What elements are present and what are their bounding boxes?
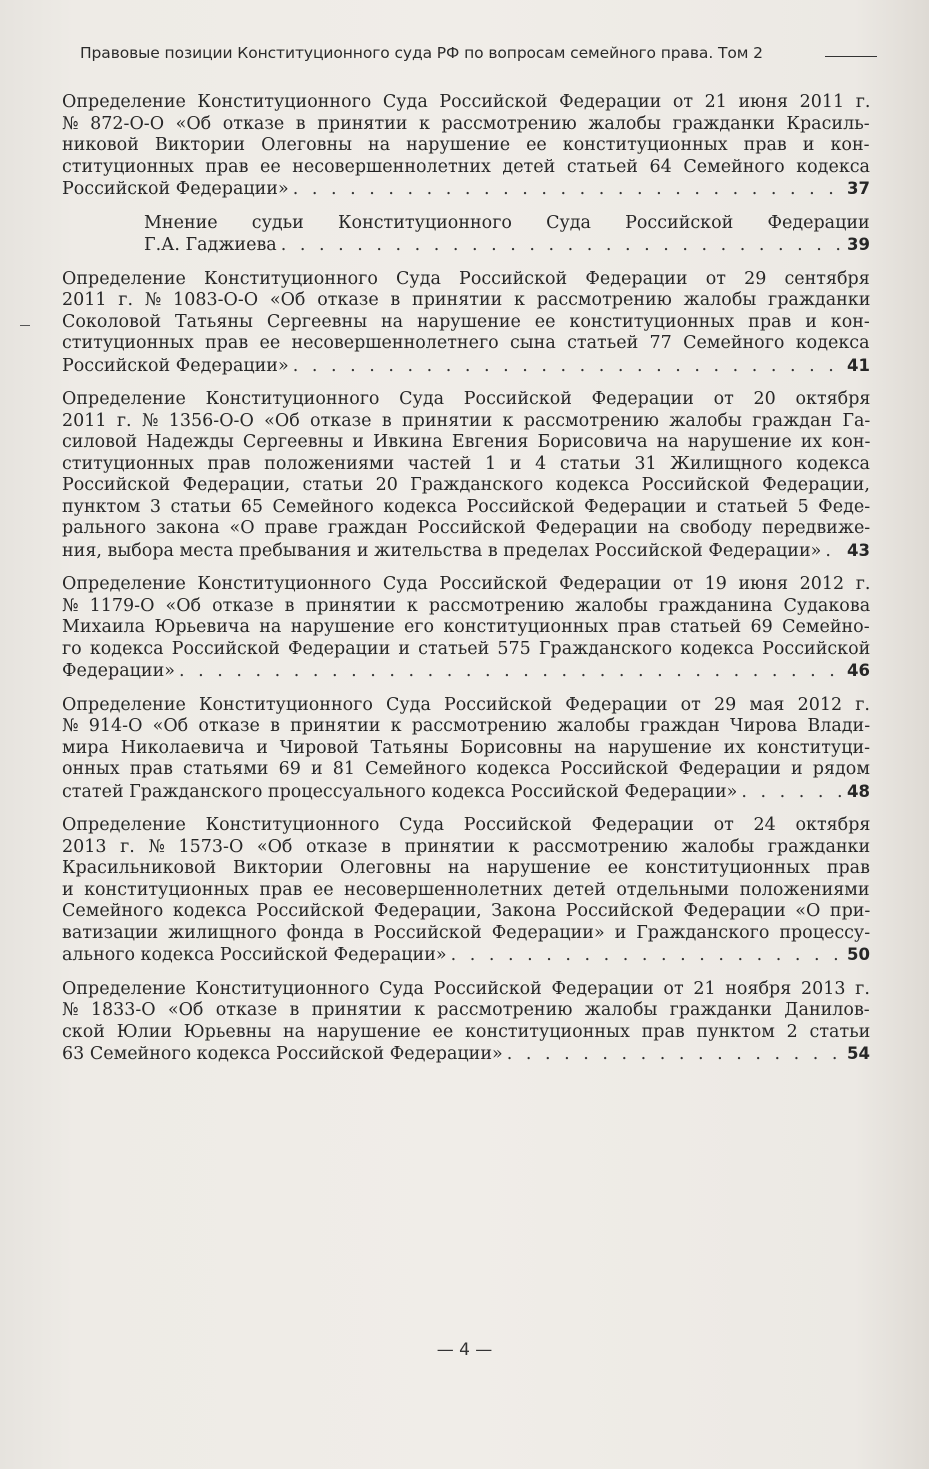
entry-last-text: Г.А. Гаджиева [144, 235, 277, 255]
entry-page-number[interactable]: 46 [847, 661, 870, 680]
toc-entry[interactable] [62, 574, 870, 683]
entry-text-line: Определение Конституционного Суда Российской Федерации от 21 июня 2011 г. [62, 92, 871, 112]
entry-text-line: пунктом 3 статьи 65 Семейного кодекса Российской Федерации и статьей 5 Феде- [62, 496, 871, 517]
entry-text-line: Определение Конституционного Суда Российской Федерации от 19 июня 2012 г. [62, 574, 871, 594]
toc-entry[interactable] [62, 815, 870, 967]
entry-text-line: № 914-О «Об отказе в принятии к рассмотрению жалобы граждан Чирова Влади- [62, 716, 871, 736]
dot-leader [741, 782, 843, 804]
header-rule [825, 56, 877, 57]
entry-last-text: ального кодекса Российской Федерации» [62, 945, 447, 965]
dot-leader [825, 541, 843, 563]
entry-text-line: Семейного кодекса Российской Федерации, Закона Российской Федерации «О при- [62, 901, 871, 921]
entry-text-line: и конституционных прав ее несовершеннолетних детей отдельными положениями [62, 879, 870, 900]
entry-text-line: Мнение судьи Конституционного Суда Российской Федерации [144, 212, 870, 233]
entry-last-text: Российской Федерации» [62, 179, 289, 199]
margin-mark [20, 325, 30, 326]
entry-last-text: Российской Федерации» [62, 355, 289, 376]
entry-text-line: Определение Конституционного Суда Российской Федерации от 29 мая 2012 г. [62, 694, 870, 715]
entry-page-number[interactable]: 43 [847, 540, 870, 560]
entry-page-number[interactable]: 41 [847, 355, 870, 375]
entry-last-line [62, 540, 870, 563]
entry-text-line: ституционных прав ее несовершеннолетнего сына статьей 77 Семейного кодекса [62, 333, 870, 353]
entry-last-text: статей Гражданского процессуального кодекса Российской Федерации» [62, 781, 738, 802]
entry-page-number[interactable]: 37 [847, 179, 870, 198]
entry-text-line: Соколовой Татьяны Сергеевны на нарушение ее конституционных прав и кон- [62, 311, 870, 332]
entry-text-line: Определение Конституционного Суда Российской Федерации от 29 сентября [62, 268, 870, 289]
entry-last-line [62, 944, 870, 967]
toc-entry[interactable] [62, 269, 870, 378]
entry-text-line: ской Юлии Юрьевны на нарушение ее конституционных прав пунктом 2 статьи [62, 1021, 871, 1042]
entry-page-number[interactable]: 39 [847, 235, 870, 254]
entry-last-line [144, 234, 870, 257]
entry-last-line [62, 1043, 870, 1066]
entry-text-line: 2011 г. № 1083-О-О «Об отказе в принятии к рассмотрению жалобы гражданки [62, 290, 871, 310]
entry-text-line: ватизации жилищного фонда в Российской Федерации» и Гражданского процессу- [62, 922, 871, 943]
entry-text-line: рального закона «О праве граждан Российской Федерации на свободу передвиже- [62, 518, 871, 538]
page-number: — 4 — [436, 1340, 493, 1360]
entry-text-line: Михаила Юрьевича на нарушение его конституционных прав статьей 69 Семейно- [62, 617, 870, 637]
entry-text-line: № 1179-О «Об отказе в принятии к рассмотрению жалобы гражданина Судакова [62, 595, 871, 616]
entry-text-line: силовой Надежды Сергеевны и Ивкина Евгения Борисовича на нарушение их кон- [62, 432, 871, 452]
entry-text-line: 2011 г. № 1356-О-О «Об отказе в принятии к рассмотрению жалобы граждан Га- [62, 410, 871, 431]
entry-text-line: Определение Конституционного Суда Российской Федерации от 20 октября [62, 389, 871, 409]
entry-text-line: никовой Виктории Олеговны на нарушение ее конституционных прав и кон- [62, 135, 870, 155]
entry-text-line: № 872-О-О «Об отказе в принятии к рассмотрению жалобы гражданки Красиль- [62, 113, 870, 134]
entry-page-number[interactable]: 50 [847, 945, 870, 964]
entry-text-line: Определение Конституционного Суда Российской Федерации от 24 октября [62, 815, 871, 835]
entry-text-line: Красильниковой Виктории Олеговны на нарушение ее конституционных прав [62, 858, 870, 878]
entry-text-line: Российской Федерации, статьи 20 Гражданского кодекса Российской Федерации, [62, 475, 870, 495]
entry-text-line: 2013 г. № 1573-О «Об отказе в принятии к рассмотрению жалобы гражданки [62, 836, 871, 857]
toc-entry[interactable] [62, 92, 870, 201]
entry-text-line: го кодекса Российской Федерации и статьей 575 Гражданского кодекса Российской [62, 638, 871, 659]
entry-last-line [62, 178, 870, 201]
dot-leader [293, 179, 843, 201]
entry-page-number[interactable]: 54 [847, 1044, 870, 1063]
entry-text-line: № 1833-О «Об отказе в принятии к рассмотрению жалобы гражданки Данилов- [62, 1000, 870, 1020]
entry-last-line [62, 660, 870, 683]
toc-entry[interactable] [62, 979, 870, 1066]
dot-leader [179, 661, 843, 683]
entry-last-line [62, 781, 870, 804]
toc-entry[interactable] [62, 695, 870, 804]
entry-last-text: Федерации» [62, 661, 175, 681]
entry-text-line: ституционных прав положениями частей 1 и 4 статьи 31 Жилищного кодекса [62, 453, 870, 474]
entry-last-text: ния, выбора места пребывания и жительства в пределах Российской Федерации» [62, 540, 822, 561]
dot-leader [293, 356, 843, 378]
dot-leader [451, 945, 843, 967]
toc-entry[interactable] [62, 389, 870, 562]
running-header: Правовые позиции Конституционного суда РФ по вопросам семейного права. Том 2 [80, 44, 763, 62]
dot-leader [507, 1044, 843, 1066]
toc-entry-opinion[interactable] [62, 213, 870, 257]
dot-leader [281, 235, 843, 257]
entry-text-line: ституционных прав ее несовершеннолетних детей статьей 64 Семейного кодекса [62, 156, 870, 177]
entry-text-line: онных прав статьями 69 и 81 Семейного кодекса Российской Федерации и рядом [62, 759, 870, 779]
table-of-contents [62, 92, 870, 1078]
entry-page-number[interactable]: 48 [847, 781, 870, 801]
entry-last-line [62, 355, 870, 378]
entry-text-line: мира Николаевича и Чировой Татьяны Борисовны на нарушение их конституци- [62, 737, 871, 758]
entry-text-line: Определение Конституционного Суда Российской Федерации от 21 ноября 2013 г. [62, 978, 870, 999]
entry-last-text: 63 Семейного кодекса Российской Федерации» [62, 1044, 503, 1064]
